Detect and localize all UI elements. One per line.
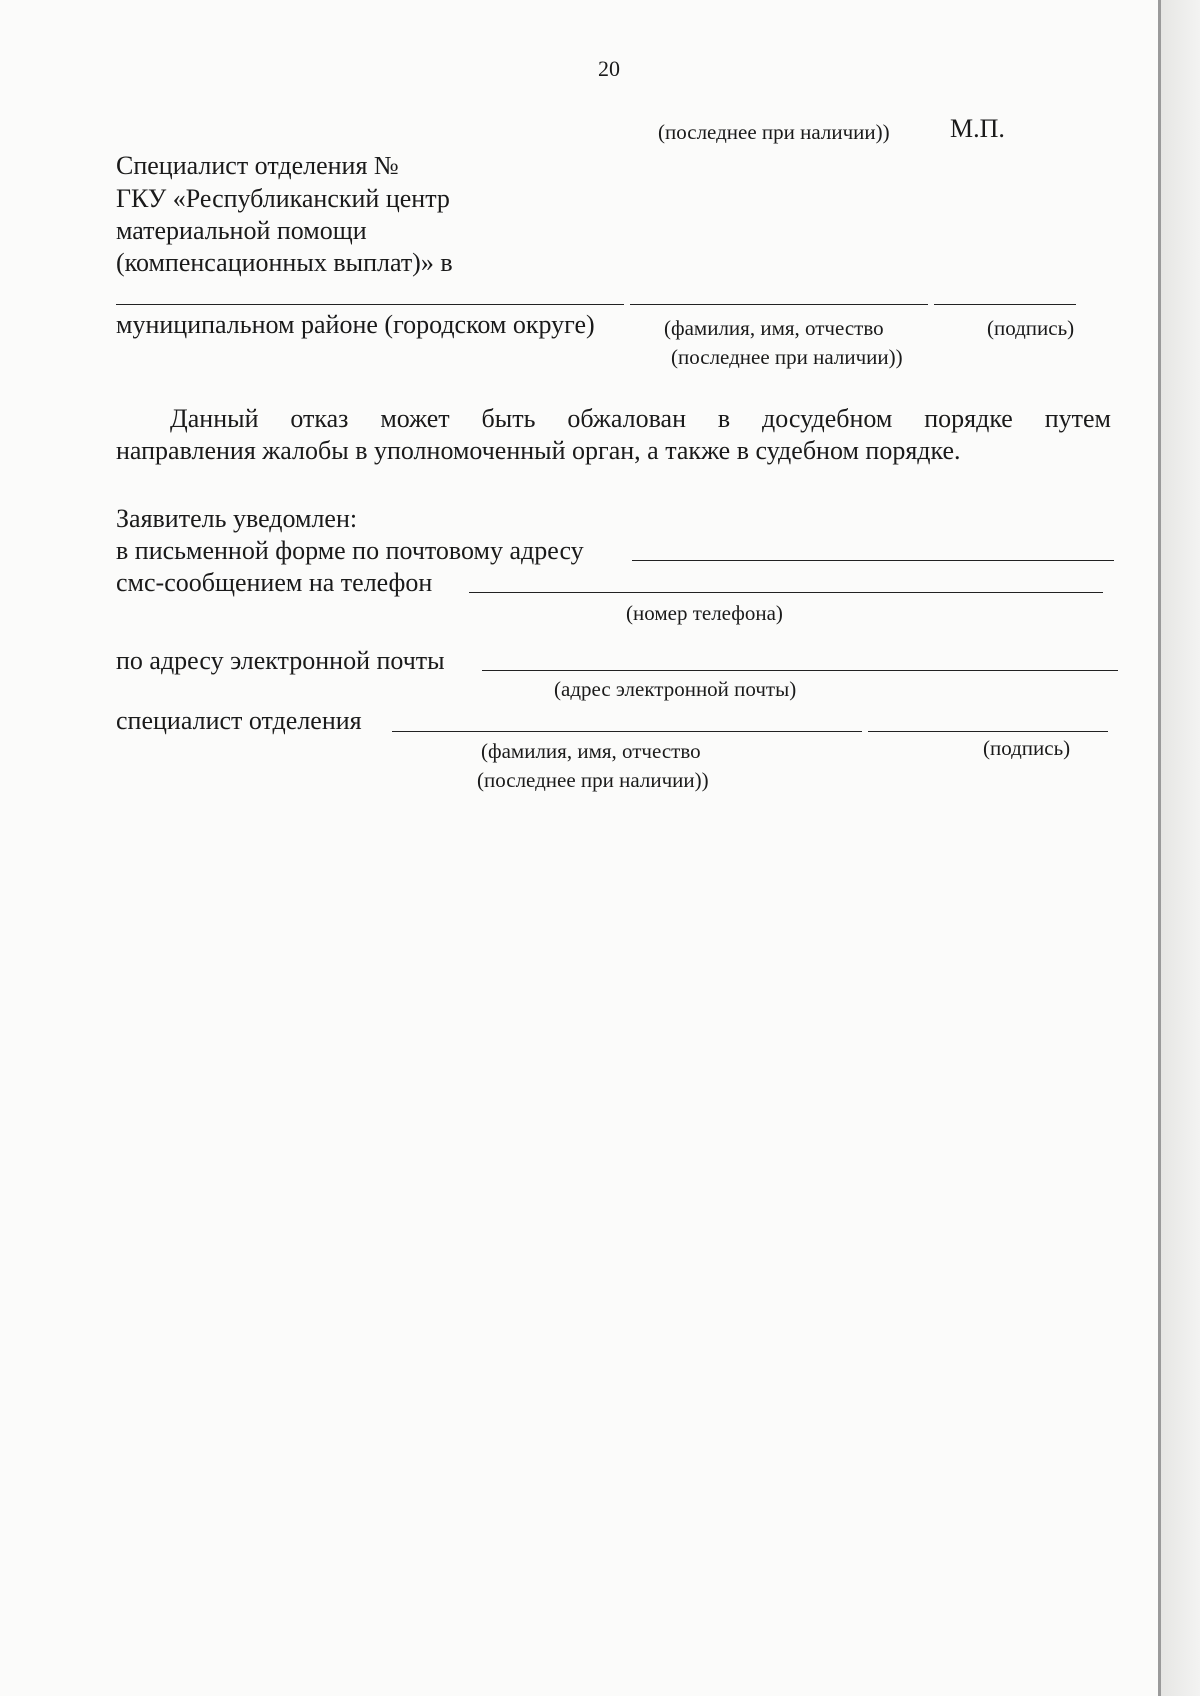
appeal-text-line-1 xyxy=(116,403,1111,435)
postal-address-label: в письменной форме по почтовому адресу xyxy=(116,536,584,565)
sms-phone-field xyxy=(469,592,1103,593)
appeal-text-line-1-content: Данный отказ может быть обжалован в досудебном порядке путем xyxy=(170,404,1111,433)
notification-name-caption-1: (фамилия, имя, отчество xyxy=(481,739,701,763)
notification-heading: Заявитель уведомлен: xyxy=(116,504,358,533)
specialist-title-line-5: муниципальном районе (городском округе) xyxy=(116,310,595,339)
email-caption: (адрес электронной почты) xyxy=(554,677,797,701)
district-fill-line xyxy=(116,304,624,305)
stamp-label: М.П. xyxy=(950,114,1005,143)
notification-signature-field xyxy=(868,731,1108,732)
notification-signature-caption: (подпись) xyxy=(983,736,1071,760)
scan-margin-shadow xyxy=(1161,0,1200,1696)
postal-address-field xyxy=(632,560,1114,561)
specialist-label: специалист отделения xyxy=(116,706,362,735)
top-name-caption: (последнее при наличии)) xyxy=(658,120,890,144)
sms-phone-label: смс-сообщением на телефон xyxy=(116,568,433,597)
specialist-title-line-2: ГКУ «Республиканский центр xyxy=(116,184,450,213)
notification-name-field xyxy=(392,731,862,732)
email-field xyxy=(482,670,1118,671)
appeal-text-line-2: направления жалобы в уполномоченный орган, а также в судебном порядке. xyxy=(116,436,961,465)
specialist-name-line xyxy=(630,304,928,305)
specialist-title-line-4: (компенсационных выплат)» в xyxy=(116,248,453,277)
specialist-name-caption-2: (последнее при наличии)) xyxy=(671,345,903,369)
specialist-title-line-1: Специалист отделения № xyxy=(116,151,399,180)
email-label: по адресу электронной почты xyxy=(116,646,445,675)
notification-name-caption-2: (последнее при наличии)) xyxy=(477,768,709,792)
specialist-title-line-3: материальной помощи xyxy=(116,216,367,245)
phone-caption: (номер телефона) xyxy=(626,601,783,625)
page-number: 20 xyxy=(598,56,620,81)
specialist-name-caption-1: (фамилия, имя, отчество xyxy=(664,316,884,340)
specialist-signature-line xyxy=(934,304,1076,305)
specialist-signature-caption: (подпись) xyxy=(987,316,1075,340)
